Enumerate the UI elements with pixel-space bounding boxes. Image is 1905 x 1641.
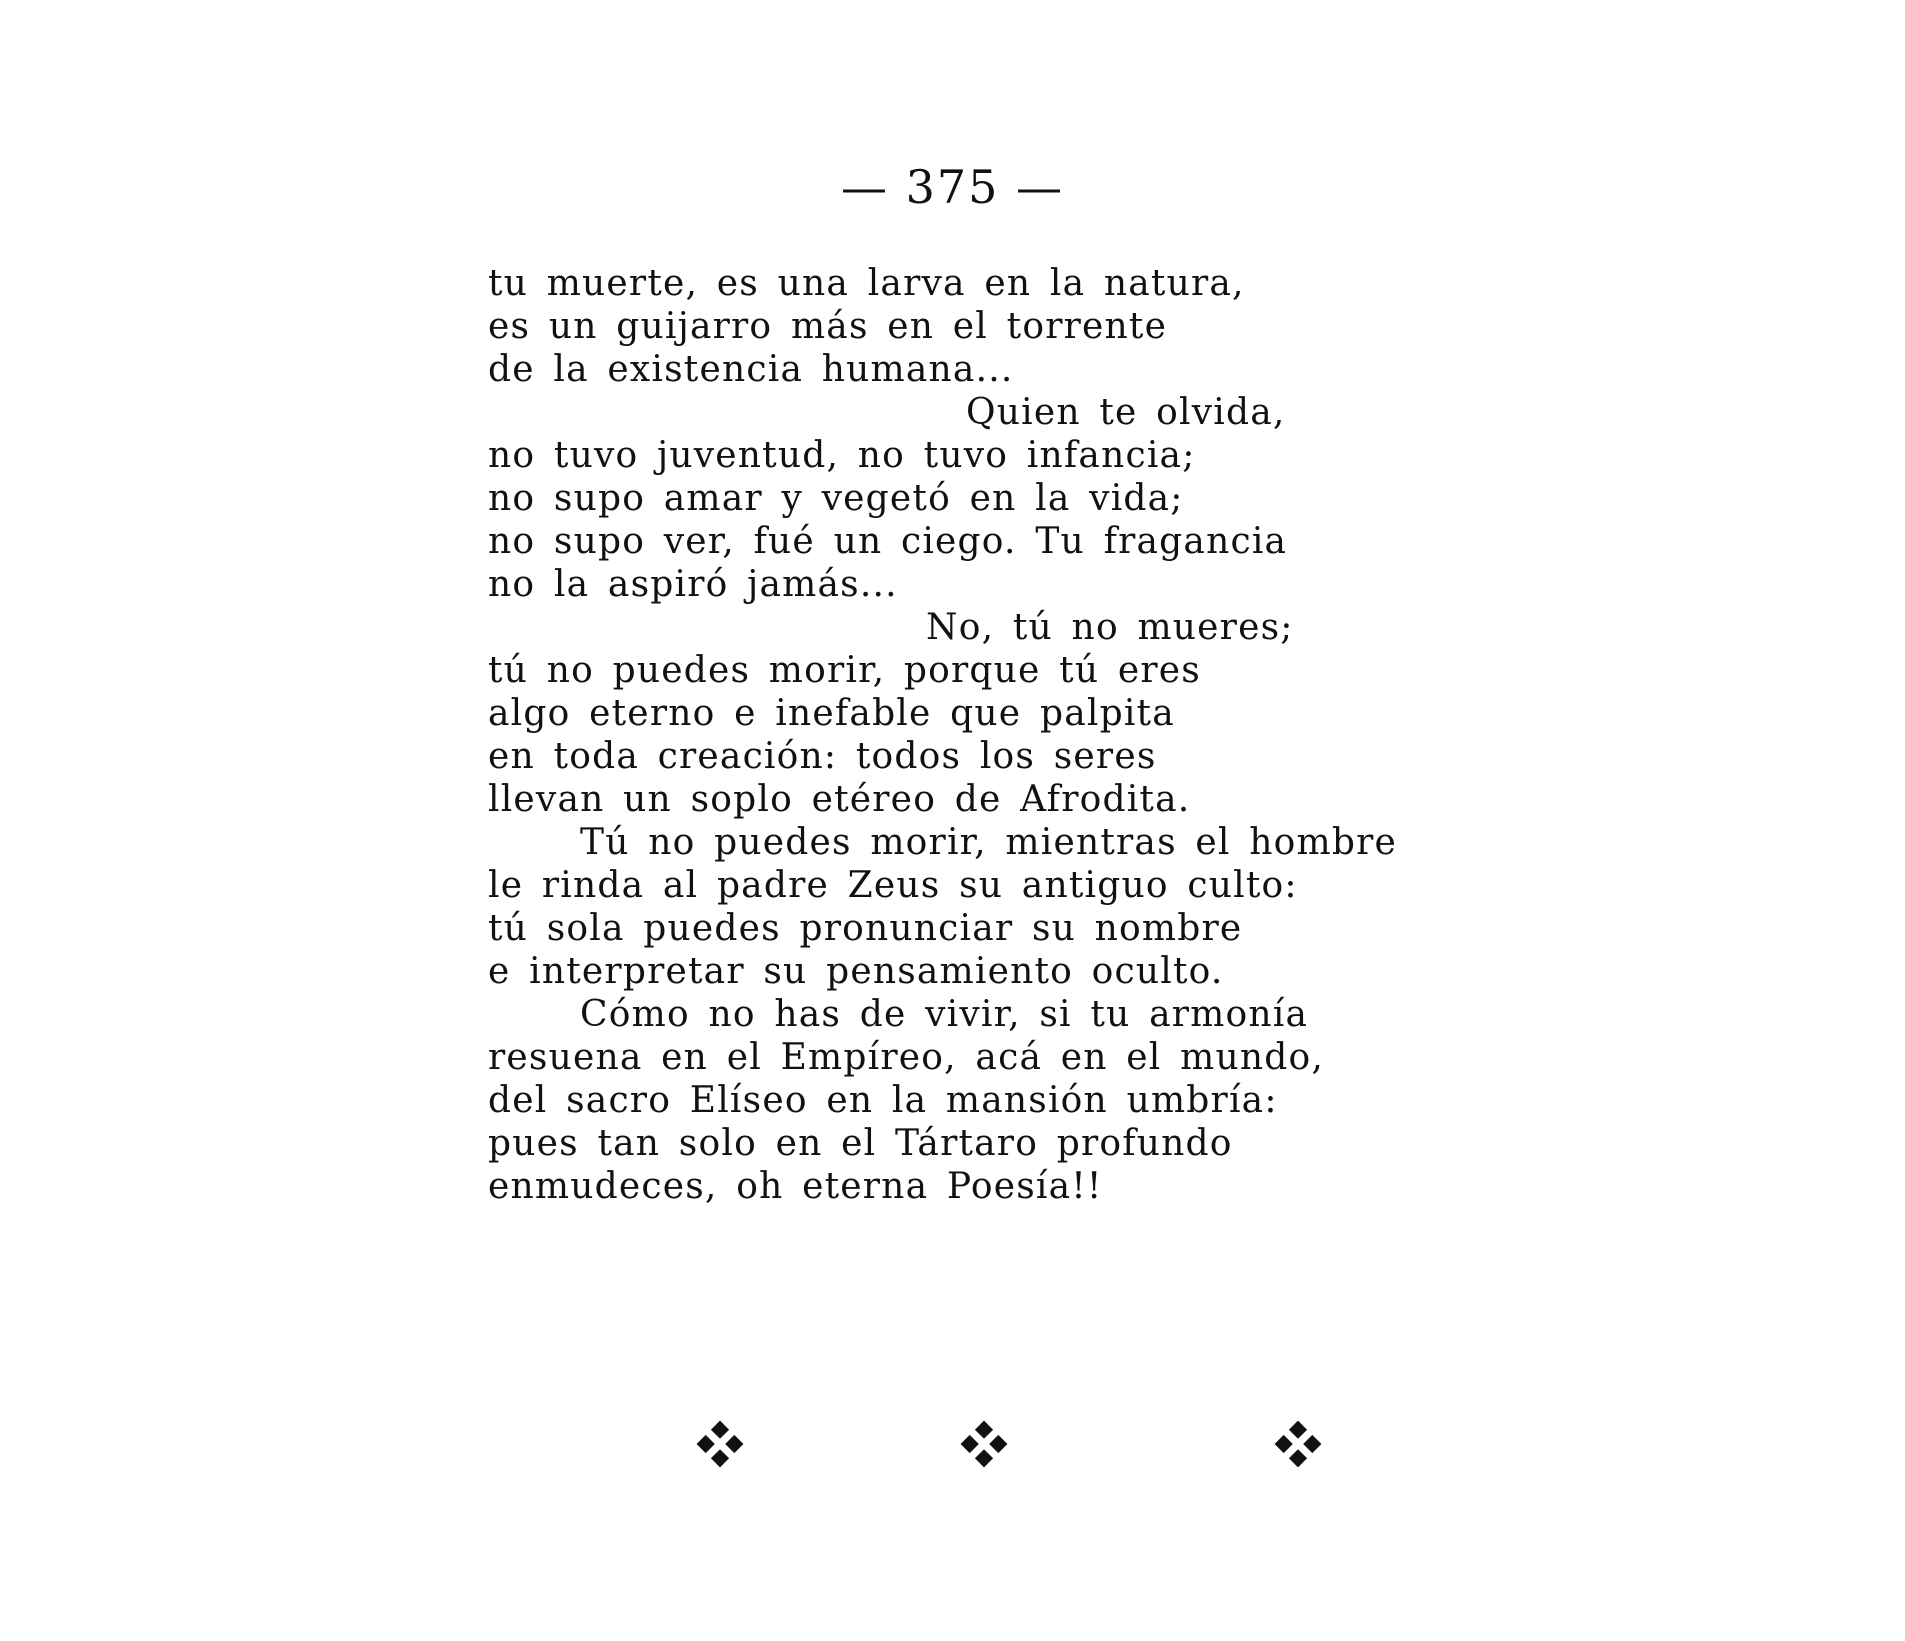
poem-text (488, 262, 1428, 1208)
verse-line: resuena en el Empíreo, acá en el mundo, (488, 1037, 1325, 1078)
verse-line: e interpretar su pensamiento oculto. (488, 951, 1224, 992)
verse-line: del sacro Elíseo en la mansión umbría: (488, 1080, 1278, 1121)
verse-line: Cómo no has de vivir, si tu armonía (580, 994, 1309, 1035)
verse-line: enmudeces, oh eterna Poesía!! (488, 1166, 1103, 1207)
verse-line: no la aspiró jamás... (488, 564, 898, 605)
four-diamond-fleuron-icon (694, 1418, 746, 1470)
verse-line: tu muerte, es una larva en la natura, (488, 263, 1245, 304)
verse-line: no supo ver, fué un ciego. Tu fragancia (488, 521, 1288, 562)
page-number: — 375 — (840, 160, 1065, 214)
verse-line: Tú no puedes morir, mientras el hombre (580, 822, 1398, 863)
four-diamond-fleuron-icon (1272, 1418, 1324, 1470)
verse-line: No, tú no mueres; (926, 607, 1294, 648)
verse-line: tú sola puedes pronunciar su nombre (488, 908, 1243, 949)
verse-line: Quien te olvida, (966, 392, 1286, 433)
verse-line: tú no puedes morir, porque tú eres (488, 650, 1201, 691)
verse-line: no tuvo juventud, no tuvo infancia; (488, 435, 1196, 476)
four-diamond-fleuron-icon (958, 1418, 1010, 1470)
verse-line: de la existencia humana... (488, 349, 1014, 390)
verse-line: le rinda al padre Zeus su antiguo culto: (488, 865, 1298, 906)
verse-line: pues tan solo en el Tártaro profundo (488, 1123, 1233, 1164)
verse-line: es un guijarro más en el torrente (488, 306, 1168, 347)
verse-line: llevan un soplo etéreo de Afrodita. (488, 779, 1191, 820)
verse-line: no supo amar y vegetó en la vida; (488, 478, 1184, 519)
verse-line: algo eterno e inefable que palpita (488, 693, 1175, 734)
verse-line: en toda creación: todos los seres (488, 736, 1157, 777)
